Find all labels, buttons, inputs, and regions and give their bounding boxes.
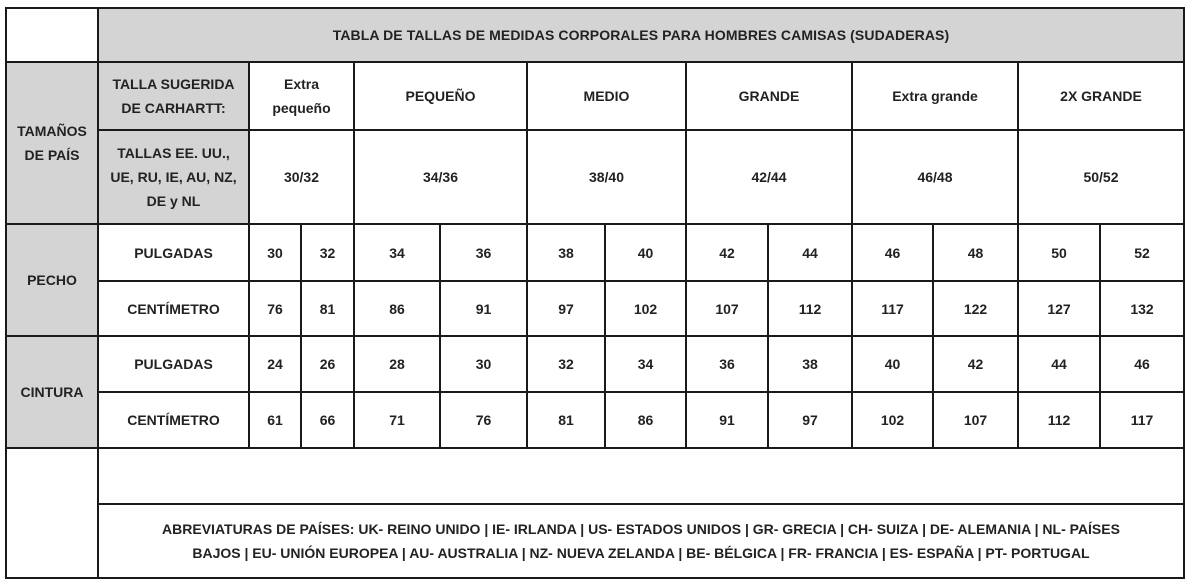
abbreviations-line2: BAJOS | EU- UNIÓN EUROPEA | AU- AUSTRALIA | NZ- NUEVA ZELANDA | BE- BÉLGICA | FR- FRANCIA | ES- ESPAÑA | PT- PORTUGAL [192, 545, 1090, 561]
chest-cm-value: 122 [933, 281, 1018, 336]
waist-inches-value: 42 [933, 336, 1018, 392]
table-title: TABLA DE TALLAS DE MEDIDAS CORPORALES PARA HOMBRES CAMISAS (SUDADERAS) [98, 8, 1184, 62]
chest-inches-value: 32 [301, 224, 354, 281]
waist-cm-value: 97 [768, 392, 852, 448]
chest-inches-value: 48 [933, 224, 1018, 281]
title-row [6, 8, 1184, 62]
blank-row [6, 448, 1184, 504]
suggested-size-label [98, 62, 249, 130]
country-size-value: 34/36 [354, 130, 527, 224]
waist-cm-value: 81 [527, 392, 605, 448]
suggested-size-xs-line2: pequeño [272, 100, 331, 116]
country-abbreviations [98, 504, 1184, 578]
waist-cm-value: 112 [1018, 392, 1100, 448]
country-sizes-label [6, 62, 98, 224]
country-size-value: 30/32 [249, 130, 354, 224]
waist-inches-value: 28 [354, 336, 440, 392]
waist-inches-value: 44 [1018, 336, 1100, 392]
waist-inches-value: 40 [852, 336, 933, 392]
chest-cm-value: 86 [354, 281, 440, 336]
chest-cm-value: 127 [1018, 281, 1100, 336]
country-sizes-label-line1: TAMAÑOS [17, 123, 87, 139]
waist-cm-value: 86 [605, 392, 686, 448]
size-chart-table [5, 7, 1185, 579]
chest-inches-value: 46 [852, 224, 933, 281]
waist-cm-value: 107 [933, 392, 1018, 448]
waist-inches-value: 32 [527, 336, 605, 392]
chest-cm-value: 91 [440, 281, 527, 336]
suggested-size-row [6, 62, 1184, 130]
suggested-size-l: GRANDE [686, 62, 852, 130]
blank-cell [98, 448, 1184, 504]
waist-inches-value: 36 [686, 336, 768, 392]
suggested-size-m: MEDIO [527, 62, 686, 130]
chest-cm-value: 102 [605, 281, 686, 336]
suggested-size-xl: Extra grande [852, 62, 1018, 130]
abbreviations-row [6, 504, 1184, 578]
country-size-value: 46/48 [852, 130, 1018, 224]
chest-label: PECHO [6, 224, 98, 336]
chest-inches-value: 36 [440, 224, 527, 281]
waist-cm-value: 61 [249, 392, 301, 448]
waist-inches-value: 34 [605, 336, 686, 392]
waist-inches-value: 38 [768, 336, 852, 392]
chest-cm-value: 107 [686, 281, 768, 336]
chest-inches-value: 30 [249, 224, 301, 281]
suggested-size-s: PEQUEÑO [354, 62, 527, 130]
corner-cell [6, 8, 98, 62]
chest-inches-row [6, 224, 1184, 281]
waist-inches-value: 26 [301, 336, 354, 392]
chest-inches-value: 34 [354, 224, 440, 281]
suggested-size-2xl: 2X GRANDE [1018, 62, 1184, 130]
chest-inches-value: 40 [605, 224, 686, 281]
chest-cm-row [6, 281, 1184, 336]
country-sizes-label-line2: DE PAÍS [24, 147, 80, 163]
waist-cm-value: 76 [440, 392, 527, 448]
country-size-label [98, 130, 249, 224]
waist-cm-value: 91 [686, 392, 768, 448]
chest-inches-value: 50 [1018, 224, 1100, 281]
suggested-size-label-line2: DE CARHARTT: [121, 100, 226, 116]
waist-inches-value: 30 [440, 336, 527, 392]
waist-cm-value: 71 [354, 392, 440, 448]
size-chart [5, 7, 1185, 579]
chest-cm-value: 132 [1100, 281, 1184, 336]
chest-cm-label: CENTÍMETRO [98, 281, 249, 336]
chest-inches-value: 52 [1100, 224, 1184, 281]
waist-cm-value: 102 [852, 392, 933, 448]
waist-label: CINTURA [6, 336, 98, 448]
chest-cm-value: 117 [852, 281, 933, 336]
chest-inches-value: 38 [527, 224, 605, 281]
chest-cm-value: 97 [527, 281, 605, 336]
country-size-row [6, 130, 1184, 224]
chest-cm-value: 76 [249, 281, 301, 336]
chest-inches-label: PULGADAS [98, 224, 249, 281]
country-size-value: 50/52 [1018, 130, 1184, 224]
country-size-value: 42/44 [686, 130, 852, 224]
waist-cm-row [6, 392, 1184, 448]
waist-inches-row [6, 336, 1184, 392]
waist-cm-value: 66 [301, 392, 354, 448]
waist-inches-value: 46 [1100, 336, 1184, 392]
country-size-label-line2: UE, RU, IE, AU, NZ, [110, 169, 237, 185]
chest-cm-value: 81 [301, 281, 354, 336]
waist-inches-value: 24 [249, 336, 301, 392]
chest-cm-value: 112 [768, 281, 852, 336]
waist-cm-label: CENTÍMETRO [98, 392, 249, 448]
abbreviations-line1: ABREVIATURAS DE PAÍSES: UK- REINO UNIDO | IE- IRLANDA | US- ESTADOS UNIDOS | GR- GRECIA | CH- SUIZA | DE- ALEMANIA | NL- PAÍSES [162, 521, 1120, 537]
country-size-value: 38/40 [527, 130, 686, 224]
suggested-size-xs [249, 62, 354, 130]
suggested-size-xs-line1: Extra [283, 76, 320, 92]
footer-corner-cell [6, 448, 98, 578]
chest-inches-value: 42 [686, 224, 768, 281]
waist-cm-value: 117 [1100, 392, 1184, 448]
chest-inches-value: 44 [768, 224, 852, 281]
suggested-size-label-line1: TALLA SUGERIDA [112, 76, 235, 92]
country-size-label-line3: DE y NL [146, 193, 201, 209]
waist-inches-label: PULGADAS [98, 336, 249, 392]
country-size-label-line1: TALLAS EE. UU., [117, 145, 230, 161]
